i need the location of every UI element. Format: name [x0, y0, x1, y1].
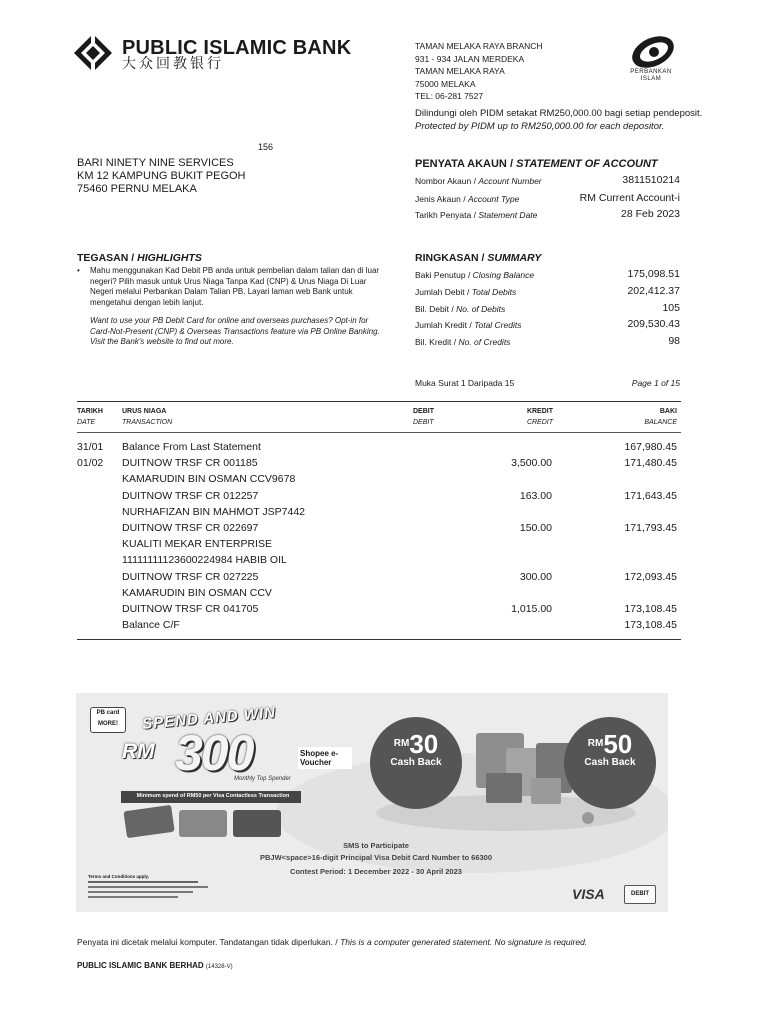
- summary-title: RINGKASAN / SUMMARY: [415, 252, 542, 264]
- header-debit: DEBIT: [413, 408, 434, 415]
- page-indicator-ms: Muka Surat 1 Daripada 15: [415, 378, 515, 388]
- promo-rm: RM: [122, 740, 155, 763]
- closing-balance-label: Baki Penutup / Closing Balance: [415, 270, 535, 280]
- header-debit-en: DEBIT: [413, 419, 434, 426]
- customer-name: BARI NINETY NINE SERVICES: [77, 157, 234, 169]
- highlights-malay: Mahu menggunakan Kad Debit PB anda untuk pembelian dalam talian dan di luar negeri? Pilih masuk untuk Urus Niaga Tanpa Kad (CNP) & Urus Niaga Di Luar Negeri melalui Perbankan Dalam Talian PB. Layari laman web Bank untuk mengetahui dengan lebih lanjut.: [90, 266, 380, 307]
- cashback-rm50-currency: RM: [587, 738, 604, 749]
- cashback-rm30-label: Cash Back: [390, 757, 442, 768]
- shopee-voucher-label: Shopee e-Voucher: [298, 747, 352, 769]
- monthly-top-spender: Monthly Top Spender: [234, 776, 291, 782]
- tx-description: DUITNOW TRSF CR 041705: [122, 603, 259, 615]
- tx-balance: 171,793.45: [624, 522, 677, 534]
- total-credits-label: Jumlah Kredit / Total Credits: [415, 320, 522, 330]
- highlights-english: Want to use your PB Debit Card for online and overseas purchases? Opt-in for Card-Not-Present (CNP) & Overseas Transactions feature via PB Online Banking. Visit the Bank's website to find out more.: [90, 316, 380, 346]
- header-date-en: DATE: [77, 419, 96, 426]
- statement-title-sep: /: [509, 158, 514, 170]
- branch-line: 931 - 934 JALAN MERDEKA: [415, 53, 525, 64]
- total-debits-label: Jumlah Debit / Total Debits: [415, 287, 517, 297]
- total-credits-value: 209,530.43: [627, 318, 680, 330]
- tx-date: 01/02: [77, 457, 104, 470]
- page-indicator-en: Page 1 of 15: [631, 378, 680, 388]
- header-transaction: URUS NIAGA: [122, 408, 167, 415]
- perbankan-islam-text: PERBANKAN ISLAM: [630, 69, 672, 82]
- promo-banner: [76, 693, 668, 912]
- promo-headline: SPEND AND WIN: [141, 704, 277, 733]
- account-number-value: 3811510214: [622, 174, 680, 186]
- header-balance-en: BALANCE: [644, 419, 677, 426]
- tx-description: Balance C/F: [122, 619, 180, 632]
- branch-address: [415, 40, 543, 103]
- tx-description: KAMARUDIN BIN OSMAN CCV9678: [122, 473, 296, 486]
- tx-description: KUALITI MEKAR ENTERPRISE: [122, 538, 272, 551]
- pidm-malay: Dilindungi oleh PIDM setakat RM250,000.00 bagi setiap pendeposit.: [415, 108, 703, 119]
- bank-chinese-name: 大众回教银行: [122, 56, 224, 72]
- tx-balance: 167,980.45: [624, 441, 677, 453]
- customer-address-line: 75460 PERNU MELAKA: [77, 183, 197, 195]
- statement-title-en: STATEMENT OF ACCOUNT: [516, 158, 658, 170]
- branch-line: TAMAN MELAKA RAYA BRANCH: [415, 41, 543, 51]
- account-type-value: RM Current Account-i: [579, 192, 680, 204]
- cashback-rm30-badge: [370, 717, 462, 809]
- promo-amount: 300: [175, 725, 253, 781]
- pb-card-more-badge: PB card MORE!: [90, 707, 126, 733]
- account-type-label: Jenis Akaun / Account Type: [415, 194, 520, 204]
- table-top-rule: [77, 401, 681, 402]
- statement-title-ms: PENYATA AKAUN: [415, 158, 507, 170]
- sms-title: SMS to Participate: [343, 841, 409, 850]
- highlights-title: TEGASAN / HIGHLIGHTS: [77, 252, 202, 264]
- header-date: TARIKH: [77, 408, 103, 415]
- total-debits-value: 202,412.37: [627, 285, 680, 297]
- computer-generated-note: Penyata ini dicetak melalui komputer. Tandatangan tidak diperlukan. / This is a computer generated statement. No signature is required.: [77, 937, 588, 947]
- tx-description: DUITNOW TRSF CR 001185: [122, 457, 258, 470]
- tx-balance: 173,108.45: [624, 619, 677, 632]
- tx-balance: 171,480.45: [624, 457, 677, 470]
- minimum-spend-text: Minimum spend of RM50 per Visa Contactless Transaction: [136, 793, 290, 799]
- tx-credit: 3,500.00: [511, 457, 552, 470]
- closing-balance-value: 175,098.51: [627, 268, 680, 280]
- tx-credit: 150.00: [519, 522, 552, 534]
- customer-address: [77, 157, 246, 196]
- bank-logo-icon: [73, 33, 113, 73]
- cashback-rm50-badge: [564, 717, 656, 809]
- header-credit: KREDIT: [526, 408, 553, 415]
- customer-address-line: KM 12 KAMPUNG BUKIT PEGOH: [77, 170, 246, 182]
- number-of-credits-value: 98: [668, 335, 680, 347]
- tx-balance: 171,643.45: [624, 489, 677, 502]
- header-balance: BAKI: [659, 408, 677, 415]
- tx-description: DUITNOW TRSF CR 022697: [122, 522, 259, 534]
- cashback-rm30-currency: RM: [393, 738, 410, 749]
- pidm-notice: [415, 108, 705, 133]
- branch-line: TEL: 06-281 7527: [415, 91, 484, 101]
- cashback-rm30-amount: 30: [409, 729, 439, 759]
- promo-terms: Terms and Conditions apply.: [88, 874, 150, 879]
- number-of-debits-label: Bil. Debit / No. of Debits: [415, 304, 506, 314]
- tx-description: 11111111123600224984 HABIB OIL: [122, 554, 287, 567]
- tx-credit: 300.00: [519, 570, 552, 583]
- statement-date-label: Tarikh Penyata / Statement Date: [415, 210, 538, 220]
- tx-credit: 163.00: [519, 489, 552, 502]
- table-header-rule: [77, 432, 681, 433]
- cashback-rm50-amount: 50: [603, 729, 633, 759]
- tx-description: DUITNOW TRSF CR 027225: [122, 570, 259, 583]
- statement-title: [415, 158, 658, 170]
- visa-logo: VISA: [572, 886, 605, 902]
- tx-balance: 173,108.45: [624, 603, 677, 615]
- account-number-label: Nombor Akaun / Account Number: [415, 176, 542, 186]
- tx-description: NURHAFIZAN BIN MAHMOT JSP7442: [122, 505, 306, 518]
- tx-balance: 172,093.45: [624, 570, 677, 583]
- tx-date: 31/01: [77, 441, 104, 453]
- contest-period: Contest Period: 1 December 2022 - 30 April 2023: [290, 867, 462, 876]
- statement-date-value: 28 Feb 2023: [621, 208, 680, 220]
- tx-description: DUITNOW TRSF CR 012257: [122, 489, 259, 502]
- sms-format: PBJW<space>16-digit Principal Visa Debit Card Number to 66300: [259, 853, 493, 862]
- tx-credit: 1,015.00: [511, 603, 552, 615]
- branch-line: TAMAN MELAKA RAYA: [415, 66, 505, 76]
- sequence-number: 156: [258, 142, 274, 152]
- number-of-debits-value: 105: [662, 302, 680, 314]
- visa-debit-badge: DEBIT: [624, 885, 656, 904]
- cashback-rm50-label: Cash Back: [584, 757, 636, 768]
- table-bottom-rule: [77, 639, 681, 640]
- highlights-bullet: •: [77, 266, 80, 275]
- header-transaction-en: TRANSACTION: [122, 419, 173, 426]
- tx-description: Balance From Last Statement: [122, 441, 261, 453]
- company-name: PUBLIC ISLAMIC BANK BERHAD (14328-V): [77, 961, 233, 970]
- pidm-english: Protected by PIDM up to RM250,000.00 for each depositor.: [415, 120, 665, 132]
- tx-description: KAMARUDIN BIN OSMAN CCV: [122, 586, 272, 599]
- header-credit-en: CREDIT: [526, 419, 553, 426]
- bank-name: PUBLIC ISLAMIC BANK: [122, 37, 352, 59]
- number-of-credits-label: Bil. Kredit / No. of Credits: [415, 337, 511, 347]
- branch-line: 75000 MELAKA: [415, 78, 476, 89]
